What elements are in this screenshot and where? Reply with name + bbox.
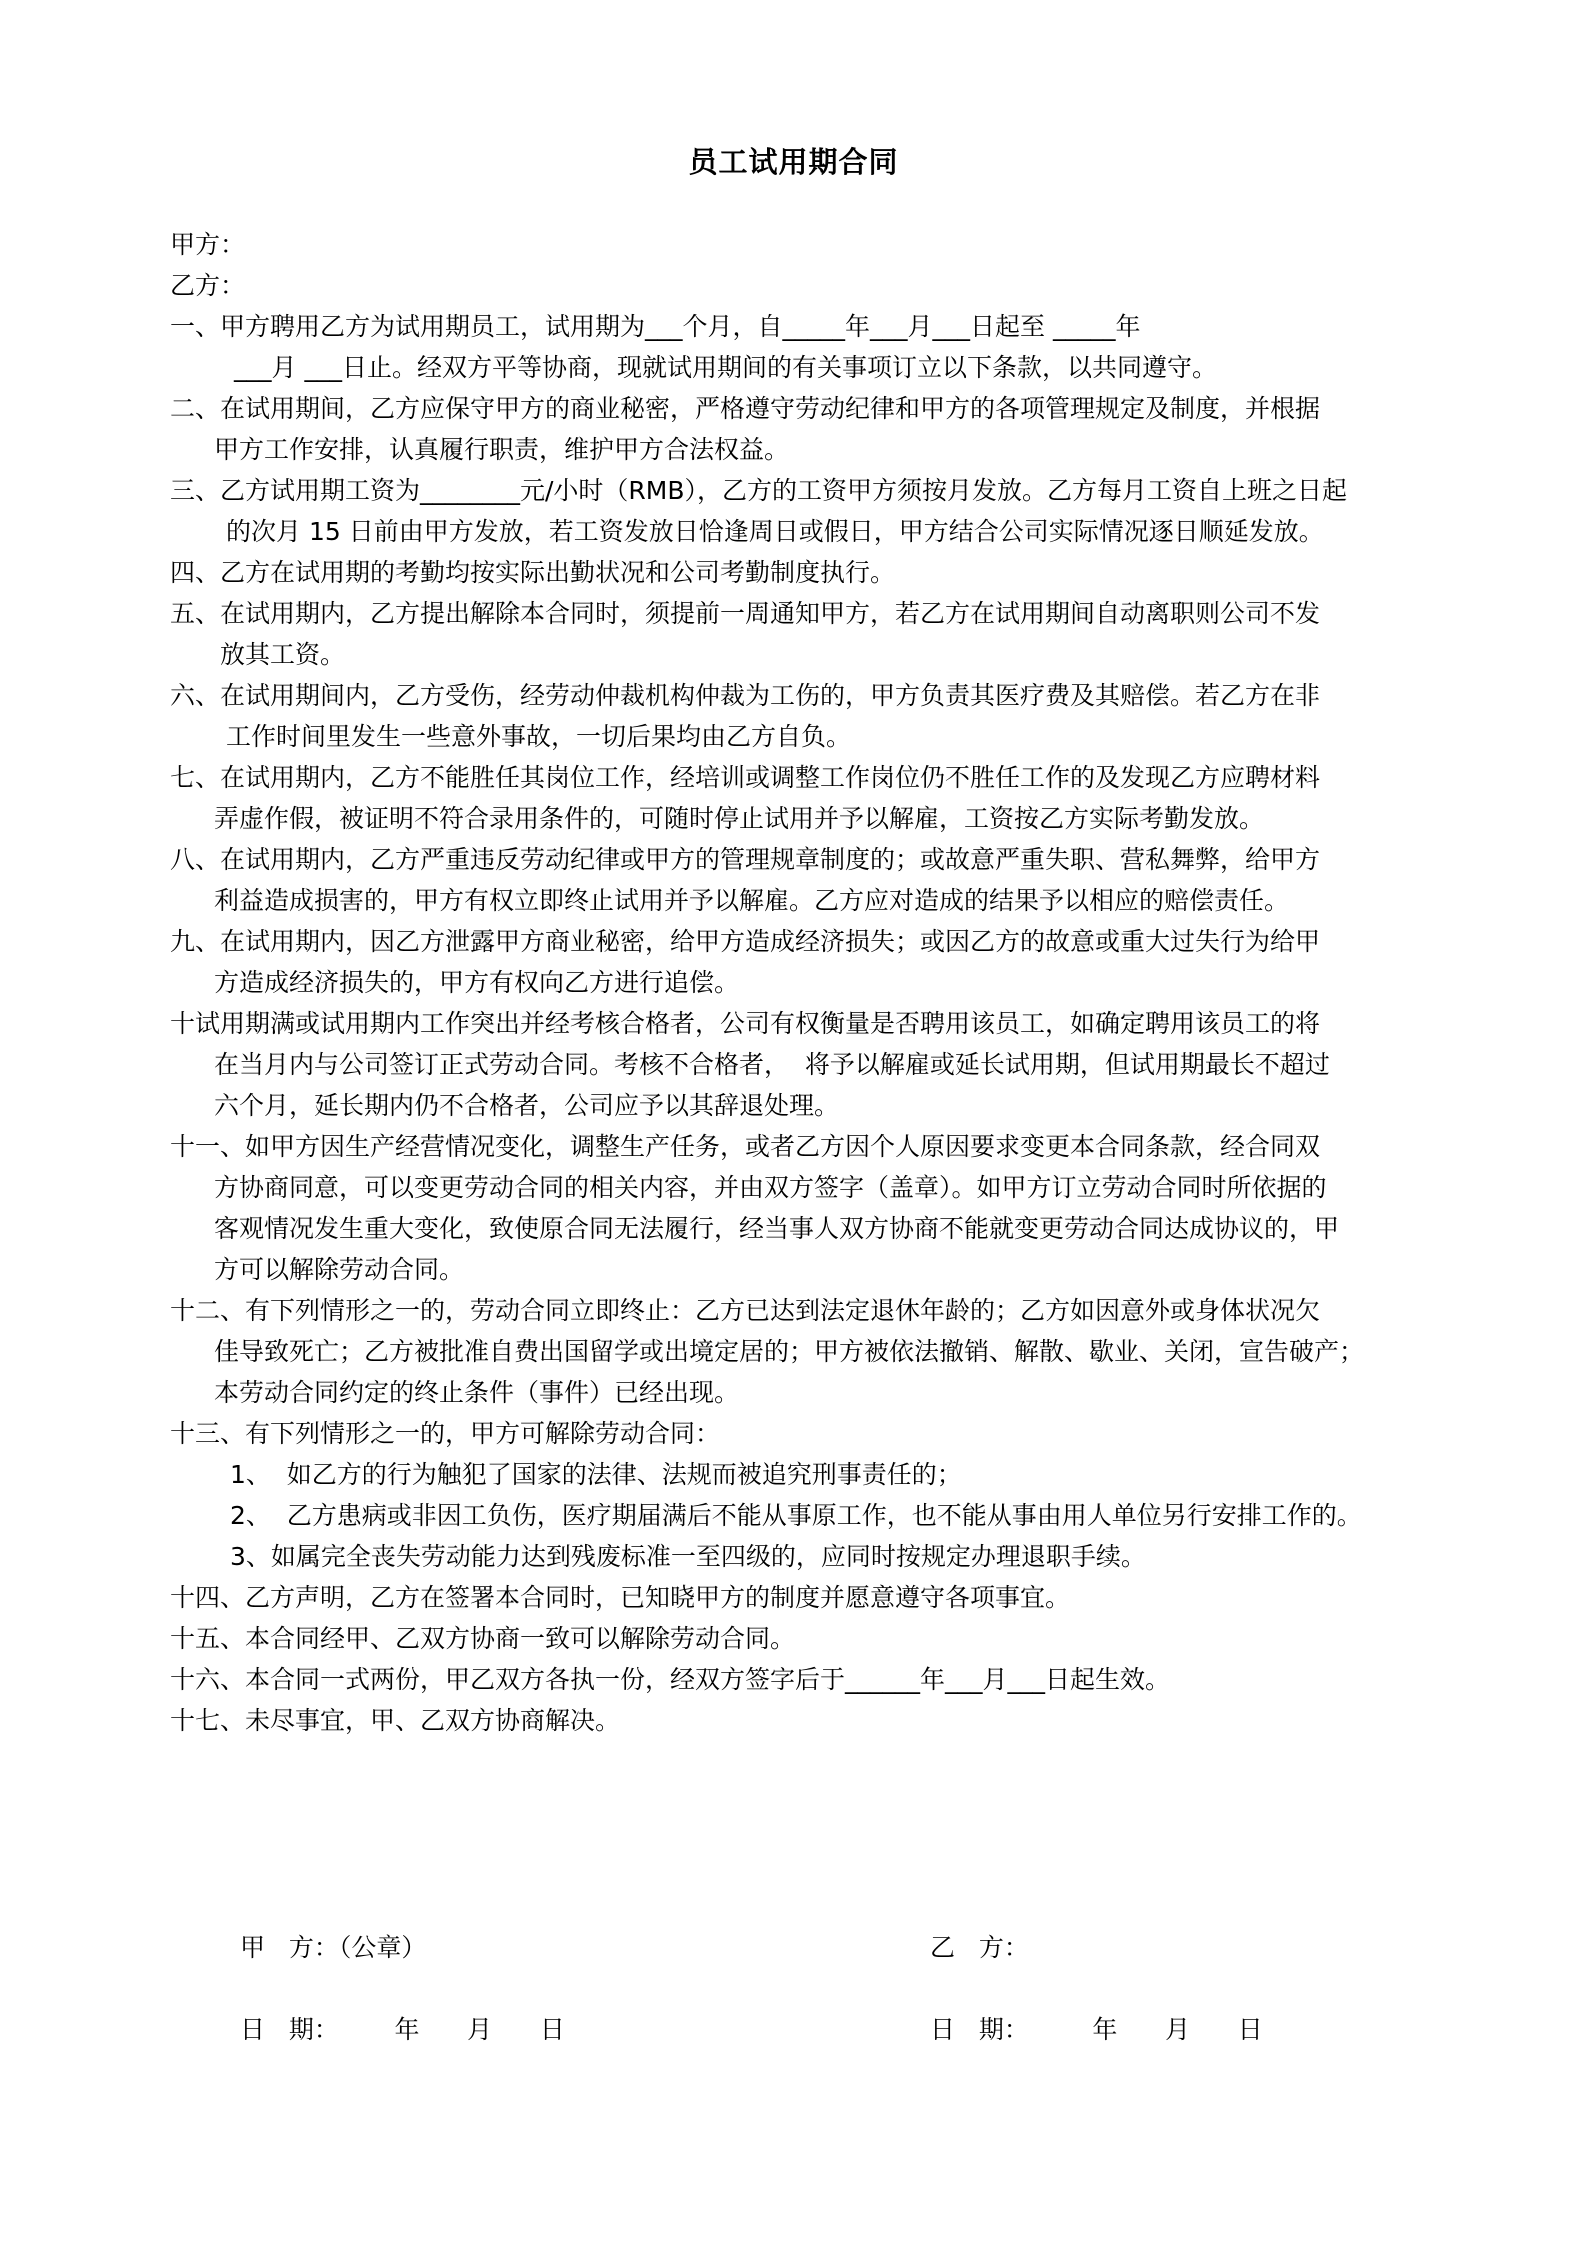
contract-line: 方可以解除劳动合同。	[214, 1255, 465, 1284]
contract-line: 八、在试用期内，乙方严重违反劳动纪律或甲方的管理规章制度的；或故意严重失职、营私舞弊，给甲方	[170, 845, 1321, 874]
contract-line: 佳导致死亡；乙方被批准自费出国留学或出境定居的；甲方被依法撤销、解散、歇业、关闭，宣告破产；	[214, 1337, 1365, 1366]
contract-line: 十二、有下列情形之一的，劳动合同立即终止：乙方已达到法定退休年龄的；乙方如因意外或身体状况欠	[170, 1296, 1321, 1325]
contract-line: 1、 如乙方的行为触犯了国家的法律、法规而被追究刑事责任的；	[230, 1460, 962, 1489]
party-a-date-line: 日 期： 年 月 日	[240, 2015, 565, 2044]
contract-line: 乙方：	[170, 271, 246, 300]
contract-line: 弄虚作假，被证明不符合录用条件的，可随时停止试用并予以解雇，工资按乙方实际考勤发放。	[214, 804, 1265, 833]
contract-line: 方协商同意，可以变更劳动合同的相关内容，并由双方签字（盖章）。如甲方订立劳动合同时所依据的	[214, 1173, 1327, 1202]
contract-line: 十一、如甲方因生产经营情况变化，调整生产任务，或者乙方因个人原因要求变更本合同条款，经合同双	[170, 1132, 1321, 1161]
contract-line: 方造成经济损失的，甲方有权向乙方进行追偿。	[214, 968, 740, 997]
contract-line: 五、在试用期内，乙方提出解除本合同时，须提前一周通知甲方，若乙方在试用期间自动离职则公司不发	[170, 599, 1321, 628]
contract-line: 3、如属完全丧失劳动能力达到残废标准一至四级的，应同时按规定办理退职手续。	[230, 1542, 1146, 1571]
contract-line: 十六、本合同一式两份，甲乙双方各执一份，经双方签字后于______年___月___日起生效。	[170, 1665, 1171, 1694]
contract-line: 十七、未尽事宜，甲、乙双方协商解决。	[170, 1706, 621, 1735]
contract-line: 三、乙方试用期工资为________元/小时（RMB），乙方的工资甲方须按月发放。乙方每月工资自上班之日起	[170, 476, 1348, 505]
contract-line: 工作时间里发生一些意外事故，一切后果均由乙方自负。	[226, 722, 852, 751]
contract-line: 甲方：	[170, 230, 246, 259]
contract-line: 十三、有下列情形之一的，甲方可解除劳动合同：	[170, 1419, 721, 1448]
contract-line: 六、在试用期间内，乙方受伤，经劳动仲裁机构仲裁为工伤的，甲方负责其医疗费及其赔偿。若乙方在非	[170, 681, 1321, 710]
contract-line: 本劳动合同约定的终止条件（事件）已经出现。	[214, 1378, 740, 1407]
contract-line: 二、在试用期间，乙方应保守甲方的商业秘密，严格遵守劳动纪律和甲方的各项管理规定及制度，并根据	[170, 394, 1321, 423]
contract-line: 十试用期满或试用期内工作突出并经考核合格者，公司有权衡量是否聘用该员工，如确定聘用该员工的将	[170, 1009, 1321, 1038]
contract-line: 甲方工作安排，认真履行职责，维护甲方合法权益。	[214, 435, 790, 464]
contract-body	[170, 224, 1480, 1741]
contract-line: 在当月内与公司签订正式劳动合同。考核不合格者， 将予以解雇或延长试用期，但试用期最长不超过	[214, 1050, 1330, 1079]
contract-line: 七、在试用期内，乙方不能胜任其岗位工作，经培训或调整工作岗位仍不胜任工作的及发现乙方应聘材料	[170, 763, 1321, 792]
contract-line: 客观情况发生重大变化，致使原合同无法履行，经当事人双方协商不能就变更劳动合同达成协议的，甲	[214, 1214, 1340, 1243]
contract-line: 六个月，延长期内仍不合格者，公司应予以其辞退处理。	[214, 1091, 840, 1120]
contract-line: 四、乙方在试用期的考勤均按实际出勤状况和公司考勤制度执行。	[170, 558, 896, 587]
contract-line: ___月 ___日止。经双方平等协商，现就试用期间的有关事项订立以下条款，以共同遵守。	[234, 353, 1217, 382]
contract-line: 九、在试用期内，因乙方泄露甲方商业秘密，给甲方造成经济损失；或因乙方的故意或重大过失行为给甲	[170, 927, 1321, 956]
contract-line: 2、 乙方患病或非因工负伤，医疗期届满后不能从事原工作，也不能从事由用人单位另行安排工作的。	[230, 1501, 1362, 1530]
document-title: 员工试用期合同	[688, 145, 899, 179]
contract-line: 的次月 15 日前由甲方发放，若工资发放日恰逢周日或假日，甲方结合公司实际情况逐日顺延发放。	[226, 517, 1324, 546]
party-a-signature-label: 甲 方：（公章）	[240, 1933, 427, 1962]
party-b-signature-label: 乙 方：	[930, 1933, 1029, 1962]
party-b-date-line: 日 期： 年 月 日	[930, 2015, 1263, 2044]
contract-line: 一、甲方聘用乙方为试用期员工，试用期为___个月，自_____年___月___日起至 _____年	[170, 312, 1141, 341]
contract-line: 利益造成损害的，甲方有权立即终止试用并予以解雇。乙方应对造成的结果予以相应的赔偿责任。	[214, 886, 1290, 915]
contract-line: 十五、本合同经甲、乙双方协商一致可以解除劳动合同。	[170, 1624, 796, 1653]
contract-line: 放其工资。	[220, 640, 346, 669]
contract-line: 十四、乙方声明，乙方在签署本合同时，已知晓甲方的制度并愿意遵守各项事宜。	[170, 1583, 1071, 1612]
